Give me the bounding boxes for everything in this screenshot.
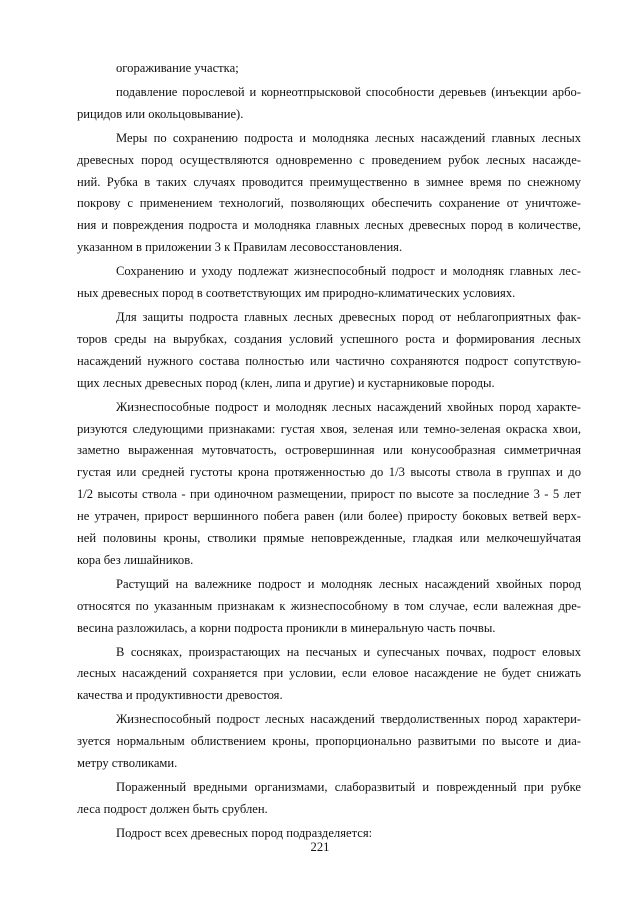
paragraph-line: зуется нормальным облиствением кроны, пропорционально развитыми по высоте и диа- (77, 734, 581, 749)
paragraph-line: указанном в приложении 3 к Правилам лесовосстановления. (77, 240, 403, 255)
paragraph-line: относятся по указанным признакам к жизнеспособному в том случае, если валежная дре- (77, 598, 581, 613)
paragraph (77, 777, 581, 821)
paragraph (77, 82, 581, 126)
paragraph-line: подавление порослевой и корнеотпрысковой способности деревьев (инъекции арбо- (116, 84, 581, 99)
paragraph (77, 307, 581, 395)
paragraph-line: ных древесных пород в соответствующих им природно-климатических условиях. (77, 286, 516, 301)
paragraph-line: Жизнеспособные подрост и молодняк лесных насаждений хвойных пород характе- (116, 399, 581, 414)
paragraph (77, 128, 581, 259)
paragraph (77, 574, 581, 640)
paragraph-line: заметно выраженная мутовчатость, островершинная или конусообразная симметричная (77, 443, 581, 458)
paragraph (77, 642, 581, 708)
paragraph-line: Жизнеспособный подрост лесных насаждений твердолиственных пород характери- (116, 712, 581, 727)
paragraph (77, 397, 581, 572)
paragraph-line: качества и продуктивности древостоя. (77, 688, 283, 703)
paragraph-line: Меры по сохранению подроста и молодняка лесных насаждений главных лесных (116, 130, 581, 145)
paragraph-line: весина разложилась, а корни подроста проникли в минеральную часть почвы. (77, 620, 496, 635)
paragraph-line: 1/2 высоты ствола - при одиночном размещении, прирост по высоте за последние 3 - 5 лет (77, 487, 581, 502)
paragraph-line: Пораженный вредными организмами, слаборазвитый и поврежденный при рубке (116, 780, 581, 794)
paragraph-line: покрову с применением технологий, позволяющих обеспечить сохранение от уничтоже- (77, 196, 581, 211)
paragraph-line: не утрачен, прирост вершинного побега равен (или более) приросту боковых ветвей верх- (77, 509, 581, 524)
paragraph (77, 709, 581, 775)
paragraph-line: ней половины кроны, стволики прямые неповрежденные, гладкая или мелкочешуйчатая (77, 531, 581, 546)
page-number: 221 (310, 840, 330, 854)
paragraph-line: торов среды на вырубках, создания условий успешного роста и формирования лесных (77, 331, 581, 346)
paragraph-line: Подрост всех древесных пород подразделяется: (116, 825, 373, 840)
paragraph (77, 261, 581, 305)
paragraph-line: ризуются следующими признаками: густая хвоя, зеленая или темно-зеленая окраска хвои, (77, 421, 581, 436)
paragraph-line: метру стволиками. (77, 756, 178, 771)
paragraph-line: древесных пород осуществляются одновременно с проведением рубок лесных насажде- (77, 152, 581, 167)
paragraph-line: Для защиты подроста главных лесных древесных пород от неблагоприятных фак- (116, 309, 581, 324)
paragraph-line: Сохранению и уходу подлежат жизнеспособный подрост и молодняк главных лес- (116, 264, 581, 279)
paragraph-line: насаждений нужного состава полностью или частично сохраняются подрост сопутствую- (77, 353, 581, 368)
document-page (77, 58, 581, 845)
paragraph-line: ния и повреждения подроста и молодняка главных лесных древесных пород в количестве, (77, 218, 581, 233)
paragraph-line: леса подрост должен быть срублен. (77, 801, 268, 816)
paragraph-line: густая или средней густоты крона протяженностью до 1/3 высоты ствола в группах и до (77, 465, 581, 480)
paragraph-line: лесных насаждений сохраняется при условии, если еловое насаждение не будет снижать (77, 666, 581, 681)
paragraph-line: кора без лишайников. (77, 552, 194, 567)
paragraph-line: щих лесных древесных пород (клен, липа и другие) и кустарниковые породы. (77, 375, 495, 390)
paragraph-line: рицидов или окольцовывание). (77, 106, 244, 121)
paragraph-line: Растущий на валежнике подрост и молодняк лесных насаждений хвойных пород (116, 576, 581, 591)
paragraph (77, 58, 581, 80)
paragraph-line: огораживание участка; (116, 61, 239, 75)
paragraph-line: В сосняках, произрастающих на песчаных и супесчаных почвах, подрост еловых (116, 644, 581, 659)
paragraph-line: ний. Рубка в таких случаях проводится преимущественно в зимнее время по снежному (77, 174, 581, 189)
